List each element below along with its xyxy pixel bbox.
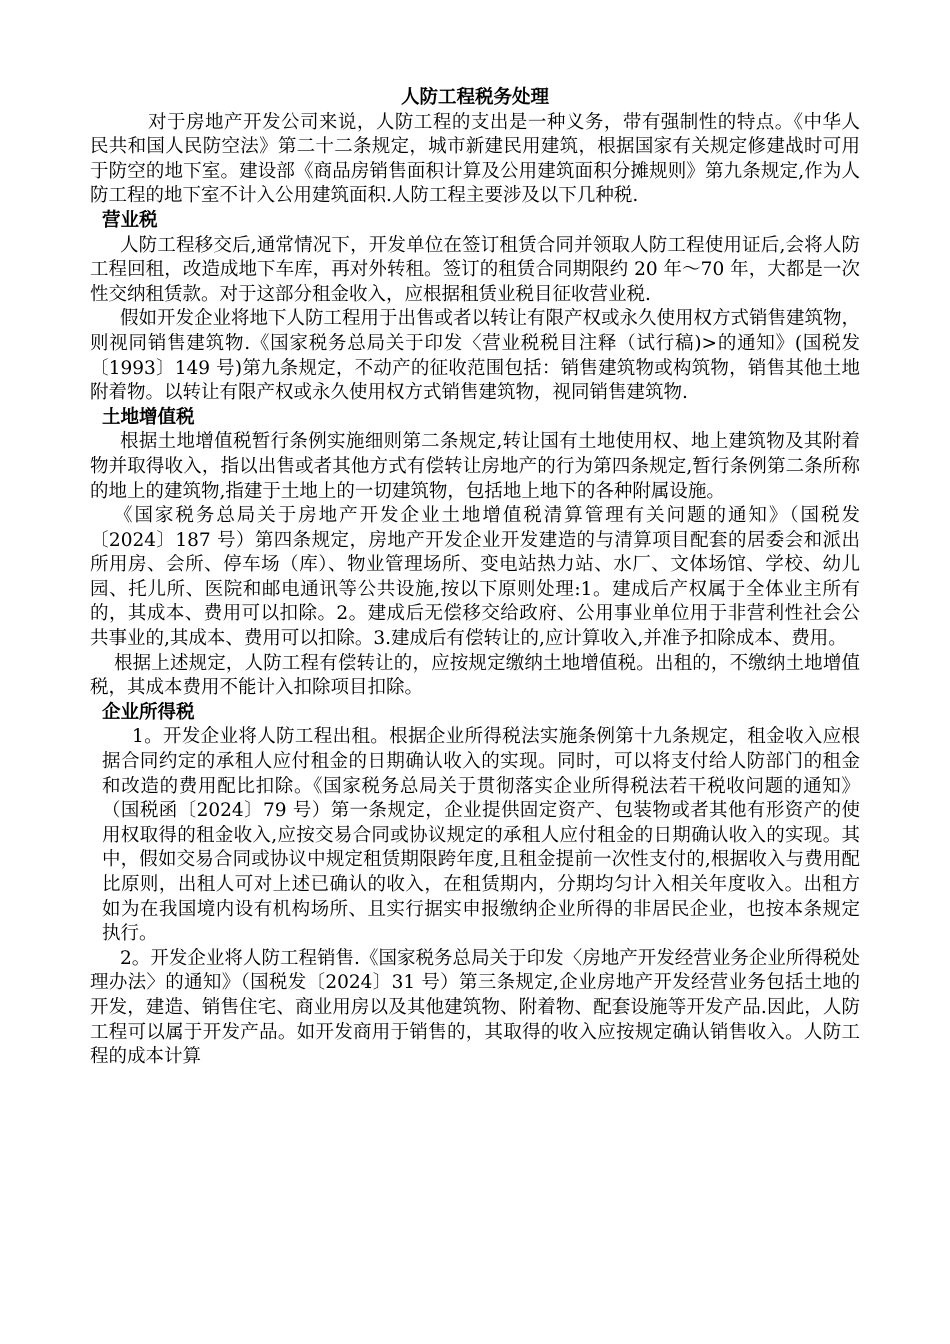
business-tax-paragraph-2: 假如开发企业将地下人防工程用于出售或者以转让有限产权或永久使用权方式销售建筑物，则视同销售建筑物.《国家税务总局关于印发〈营业税税目注释（试行稿)>的通知》(国税发〔1993〕149 号)第九条规定，不动产的征收范围包括：销售建筑物或构筑物，销售其他土地附着物。以转让有限产权或永久使用权方式销售建筑物，视同销售建筑物.: [90, 308, 861, 404]
document-title: 人防工程税务处理: [400, 87, 549, 108]
business-tax-paragraph-1: 人防工程移交后,通常情况下，开发单位在签订租赁合同并领取人防工程使用证后,会将人防工程回租，改造成地下车库，再对外转租。签订的租赁合同期限约 20 年～70 年，大都是一次性交纳租赁款。对于这部分租金收入，应根据租赁业税目征收营业税.: [90, 234, 860, 305]
document-page: [90, 86, 860, 1070]
corporate-income-tax-paragraph-1: 1。开发企业将人防工程出租。根据企业所得税法实施条例第十九条规定，租金收入应根据合同约定的承租人应付租金的日期确认收入的实现。同时，可以将支付给人防部门的租金和改造的费用配比扣除。《国家税务总局关于贯彻落实企业所得税法若干税收问题的通知》（国税函〔2024〕79 号）第一条规定，企业提供固定资产、包装物或者其他有形资产的使用权取得的租金收入,应按交易合同或协议规定的承租人应付租金的日期确认收入的实现。其中，假如交易合同或协议中规定租赁期限跨年度,且租金提前一次性支付的,根据收入与费用配比原则，出租人可对上述已确认的收入，在租赁期内，分期均匀计入相关年度收入。出租方如为在我国境内设有机构场所、且实行据实申报缴纳企业所得的非居民企业，也按本条规定执行。: [102, 726, 860, 945]
corporate-income-tax-paragraph-2: 2。开发企业将人防工程销售.《国家税务总局关于印发〈房地产开发经营业务企业所得税处理办法〉的通知》（国税发〔2024〕31 号）第三条规定,企业房地产开发经营业务包括土地的开发，建造、销售住宅、商业用房以及其他建筑物、附着物、配套设施等开发产品.因此，人防工程可以属于开发产品。如开发商用于销售的，其取得的收入应按规定确认销售收入。人防工程的成本计算: [90, 947, 860, 1068]
section-heading-land-vat: 土地增值税: [102, 406, 195, 428]
land-vat-paragraph-2: 《国家税务总局关于房地产开发企业土地增值税清算管理有关问题的通知》（国税发〔2024〕187 号）第四条规定，房地产开发企业开发建造的与清算项目配套的居委会和派出所用房、会所、停车场（库）、物业管理场所、变电站热力站、水厂、文体场馆、学校、幼儿园、托儿所、医院和邮电通讯等公共设施,按以下原则处理:1。建成后产权属于全体业主所有的，其成本、费用可以扣除。2。建成后无偿移交给政府、公用事业单位用于非营利性社会公共事业的,其成本、费用可以扣除。3.建成后有偿转让的,应计算收入,并准予扣除成本、费用。: [90, 505, 860, 650]
intro-paragraph: 对于房地产开发公司来说，人防工程的支出是一种义务，带有强制性的特点。《中华人民共和国人民防空法》第二十二条规定，城市新建民用建筑，根据国家有关规定修建战时可用于防空的地下室。建设部《商品房销售面积计算及公用建筑面积分摊规则》第九条规定,作为人防工程的地下室不计入公用建筑面积.人防工程主要涉及以下几种税.: [90, 111, 860, 207]
section-heading-corporate-income-tax: 企业所得税: [102, 701, 195, 723]
land-vat-paragraph-3: 根据上述规定，人防工程有偿转让的，应按规定缴纳土地增值税。出租的，不缴纳土地增值税，其成本费用不能计入扣除项目扣除。: [90, 652, 860, 699]
section-heading-business-tax: 营业税: [102, 209, 158, 231]
land-vat-paragraph-1: 根据土地增值税暂行条例实施细则第二条规定,转让国有土地使用权、地上建筑物及其附着物并取得收入，指以出售或者其他方式有偿转让房地产的行为第四条规定,暂行条例第二条所称的地上的建筑物,指建于土地上的一切建筑物，包括地上地下的各种附属设施。: [90, 431, 860, 502]
